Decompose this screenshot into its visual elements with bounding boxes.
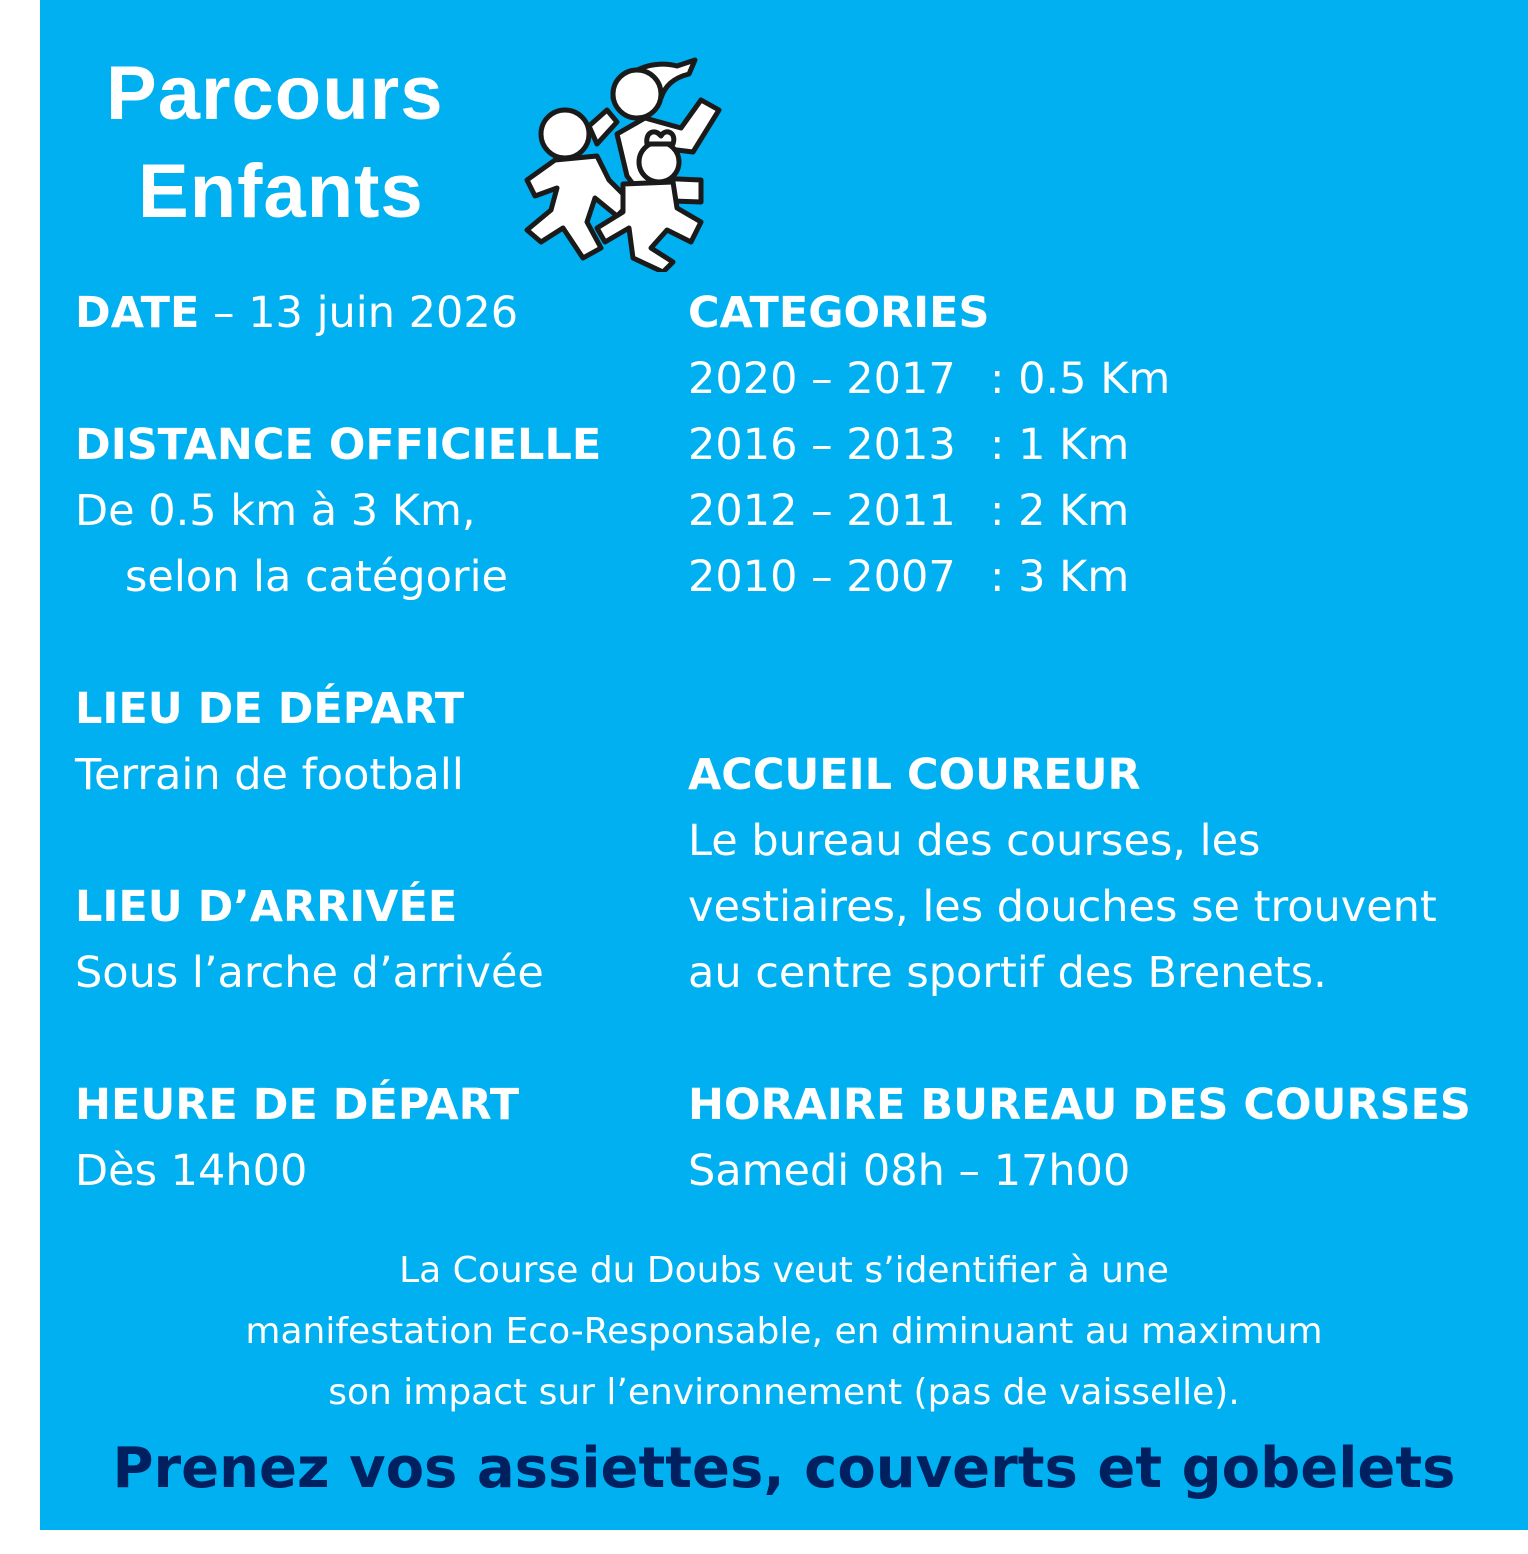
category-row: [688, 354, 1171, 404]
date-value: 13 juin 2026: [248, 288, 519, 338]
title-line-1: Parcours: [106, 51, 444, 136]
date-line: [75, 290, 518, 337]
arrivee-value: Sous l’arche d’arrivée: [75, 948, 544, 998]
cta-message: Prenez vos assiettes, couverts et gobelets: [112, 1436, 1456, 1501]
footer-line-2: manifestation Eco-Responsable, en diminuant au maximum: [245, 1311, 1323, 1352]
horaire-value: Samedi 08h – 17h00: [688, 1146, 1131, 1196]
category-row: [688, 420, 1130, 470]
category-distance: : 1 Km: [990, 420, 1130, 470]
horaire-label: HORAIRE BUREAU DES COURSES: [688, 1080, 1471, 1130]
depart-value: Terrain de football: [75, 750, 464, 800]
category-distance: : 3 Km: [990, 552, 1130, 602]
date-label: DATE: [75, 288, 200, 338]
title-line-2: Enfants: [138, 149, 424, 234]
footer-line-1: La Course du Doubs veut s’identifier à une: [399, 1250, 1169, 1291]
category-years: 2010 – 2007: [688, 552, 956, 602]
category-distance: : 2 Km: [990, 486, 1130, 536]
depart-label: LIEU DE DÉPART: [75, 684, 465, 734]
distance-line-2: selon la catégorie: [125, 552, 508, 602]
category-years: 2016 – 2013: [688, 420, 956, 470]
heure-label: HEURE DE DÉPART: [75, 1080, 520, 1130]
categories-label: CATEGORIES: [688, 288, 990, 338]
accueil-line-2: vestiaires, les douches se trouvent: [688, 882, 1437, 932]
distance-label: DISTANCE OFFICIELLE: [75, 420, 602, 470]
running-children-icon: [505, 52, 730, 272]
accueil-line-1: Le bureau des courses, les: [688, 816, 1261, 866]
accueil-line-3: au centre sportif des Brenets.: [688, 948, 1327, 998]
distance-line-1: De 0.5 km à 3 Km,: [75, 486, 476, 536]
accueil-label: ACCUEIL COUREUR: [688, 750, 1141, 800]
date-separator: –: [199, 288, 249, 338]
arrivee-label: LIEU D’ARRIVÉE: [75, 882, 458, 932]
category-row: [688, 552, 1130, 602]
category-row: [688, 486, 1130, 536]
footer-line-3: son impact sur l’environnement (pas de vaisselle).: [328, 1372, 1240, 1413]
category-years: 2012 – 2011: [688, 486, 956, 536]
heure-value: Dès 14h00: [75, 1146, 308, 1196]
category-years: 2020 – 2017: [688, 354, 956, 404]
category-distance: : 0.5 Km: [990, 354, 1171, 404]
